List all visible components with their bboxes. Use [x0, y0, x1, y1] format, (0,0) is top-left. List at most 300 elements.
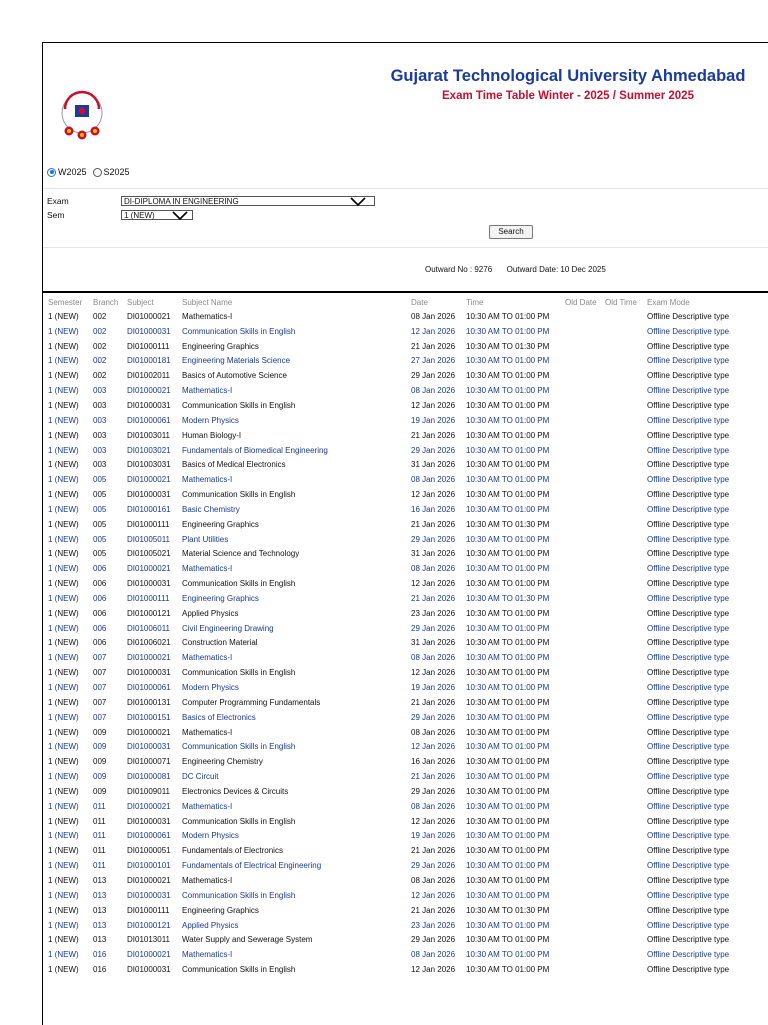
- table-cell-branch: 002: [93, 356, 107, 366]
- table-cell-time: 10:30 AM TO 01:00 PM: [466, 549, 550, 559]
- table-cell-subject-name: Mathematics-I: [182, 950, 233, 960]
- table-row: [48, 784, 737, 799]
- table-cell-old-date: [565, 888, 605, 903]
- table-cell-subject-name: Electronics Devices & Circuits: [182, 786, 289, 796]
- table-cell-exam-mode: Offline Descriptive type: [647, 697, 730, 707]
- table-cell-old-date: [565, 324, 605, 339]
- table-cell-old-time: [605, 532, 647, 547]
- table-cell-time: 10:30 AM TO 01:00 PM: [466, 579, 550, 589]
- table-cell-old-time: [605, 457, 647, 472]
- table-top-border: [43, 291, 768, 293]
- table-cell-semester: 1 (NEW): [48, 772, 79, 782]
- table-cell-old-time: [605, 962, 647, 977]
- table-cell-subject-name: Mathematics-I: [182, 386, 233, 396]
- table-cell-subject: DI01009011: [127, 786, 170, 796]
- table-cell-old-time: [605, 769, 647, 784]
- table-cell-semester: 1 (NEW): [48, 846, 79, 856]
- table-cell-time: 10:30 AM TO 01:00 PM: [466, 311, 550, 321]
- table-cell-semester: 1 (NEW): [48, 727, 79, 737]
- table-cell-time: 10:30 AM TO 01:00 PM: [466, 386, 550, 396]
- table-cell-branch: 003: [93, 386, 107, 396]
- table-cell-exam-mode: Offline Descriptive type: [647, 445, 730, 455]
- table-cell-branch: 007: [93, 683, 107, 693]
- table-cell-old-time: [605, 665, 647, 680]
- table-cell-branch: 013: [93, 920, 107, 930]
- table-cell-old-time: [605, 636, 647, 651]
- table-cell-date: 21 Jan 2026: [411, 430, 456, 440]
- table-cell-subject: DI01000151: [127, 712, 171, 722]
- table-cell-subject: DI01000031: [127, 326, 171, 336]
- table-cell-semester: 1 (NEW): [48, 831, 79, 841]
- radio-w2025[interactable]: [47, 168, 56, 177]
- table-cell-exam-mode: Offline Descriptive type: [647, 683, 730, 693]
- table-cell-exam-mode: Offline Descriptive type: [647, 727, 730, 737]
- table-cell-time: 10:30 AM TO 01:00 PM: [466, 400, 550, 410]
- table-cell-exam-mode: Offline Descriptive type: [647, 950, 730, 960]
- table-cell-date: 12 Jan 2026: [411, 579, 456, 589]
- table-cell-old-date: [565, 502, 605, 517]
- table-cell-semester: 1 (NEW): [48, 757, 79, 767]
- table-cell-branch: 005: [93, 490, 107, 500]
- table-cell-subject: DI01003021: [127, 445, 171, 455]
- table-cell-time: 10:30 AM TO 01:00 PM: [466, 920, 550, 930]
- page-frame: [42, 42, 768, 1025]
- table-cell-old-date: [565, 725, 605, 740]
- table-cell-time: 10:30 AM TO 01:00 PM: [466, 950, 550, 960]
- table-cell-exam-mode: Offline Descriptive type: [647, 549, 730, 559]
- table-cell-subject: DI01000061: [127, 831, 171, 841]
- table-row: [48, 695, 737, 710]
- table-cell-old-date: [565, 769, 605, 784]
- table-cell-semester: 1 (NEW): [48, 475, 79, 485]
- table-cell-exam-mode: Offline Descriptive type: [647, 534, 730, 544]
- table-cell-time: 10:30 AM TO 01:30 PM: [466, 593, 550, 603]
- table-cell-semester: 1 (NEW): [48, 905, 79, 915]
- table-cell-subject: DI01013011: [127, 935, 170, 945]
- page-subtitle: Exam Time Table Winter - 2025 / Summer 2025: [442, 90, 694, 102]
- gtu-logo-icon: [55, 89, 109, 143]
- table-cell-branch: 006: [93, 623, 107, 633]
- table-cell-old-date: [565, 695, 605, 710]
- table-cell-subject: DI01000021: [127, 727, 171, 737]
- table-cell-old-time: [605, 324, 647, 339]
- table-cell-exam-mode: Offline Descriptive type: [647, 371, 730, 381]
- column-header-time: Time: [466, 298, 484, 307]
- table-cell-semester: 1 (NEW): [48, 608, 79, 618]
- table-cell-old-time: [605, 725, 647, 740]
- table-cell-date: 08 Jan 2026: [411, 311, 456, 321]
- table-cell-subject: DI01000031: [127, 890, 171, 900]
- table-cell-branch: 007: [93, 712, 107, 722]
- table-cell-semester: 1 (NEW): [48, 430, 79, 440]
- table-cell-subject-name: Modern Physics: [182, 683, 239, 693]
- sem-select-value: 1 (NEW): [124, 211, 155, 220]
- table-row: [48, 739, 737, 754]
- table-cell-semester: 1 (NEW): [48, 875, 79, 885]
- table-cell-time: 10:30 AM TO 01:00 PM: [466, 772, 550, 782]
- table-cell-semester: 1 (NEW): [48, 801, 79, 811]
- chevron-down-icon: [172, 210, 188, 221]
- table-cell-old-date: [565, 591, 605, 606]
- table-cell-date: 12 Jan 2026: [411, 890, 456, 900]
- table-cell-subject: DI01000111: [127, 341, 170, 351]
- table-cell-time: 10:30 AM TO 01:00 PM: [466, 430, 550, 440]
- table-row: [48, 858, 737, 873]
- sem-label: Sem: [47, 210, 65, 220]
- table-cell-subject-name: Basics of Medical Electronics: [182, 460, 286, 470]
- table-cell-subject: DI01000111: [127, 593, 170, 603]
- table-cell-semester: 1 (NEW): [48, 326, 79, 336]
- table-cell-semester: 1 (NEW): [48, 356, 79, 366]
- table-cell-exam-mode: Offline Descriptive type: [647, 786, 730, 796]
- table-row: [48, 888, 737, 903]
- table-cell-exam-mode: Offline Descriptive type: [647, 400, 730, 410]
- table-cell-time: 10:30 AM TO 01:00 PM: [466, 638, 550, 648]
- table-row: [48, 443, 737, 458]
- table-row: [48, 873, 737, 888]
- table-cell-subject: DI01000021: [127, 801, 171, 811]
- table-cell-branch: 002: [93, 371, 107, 381]
- table-row: [48, 680, 737, 695]
- table-cell-semester: 1 (NEW): [48, 490, 79, 500]
- table-cell-semester: 1 (NEW): [48, 445, 79, 455]
- table-row: [48, 561, 737, 576]
- table-row: [48, 918, 737, 933]
- table-cell-branch: 013: [93, 890, 107, 900]
- table-cell-old-time: [605, 918, 647, 933]
- table-cell-old-time: [605, 502, 647, 517]
- table-cell-time: 10:30 AM TO 01:00 PM: [466, 831, 550, 841]
- table-cell-semester: 1 (NEW): [48, 683, 79, 693]
- table-cell-branch: 002: [93, 326, 107, 336]
- table-cell-subject-name: Engineering Graphics: [182, 341, 259, 351]
- table-cell-old-date: [565, 576, 605, 591]
- table-cell-subject: DI01000111: [127, 519, 170, 529]
- table-cell-time: 10:30 AM TO 01:00 PM: [466, 757, 550, 767]
- table-cell-date: 29 Jan 2026: [411, 534, 456, 544]
- table-row: [48, 487, 737, 502]
- search-button[interactable]: Search: [489, 225, 533, 239]
- table-cell-old-time: [605, 413, 647, 428]
- table-cell-branch: 011: [93, 816, 106, 826]
- table-cell-date: 12 Jan 2026: [411, 965, 456, 975]
- table-cell-old-time: [605, 650, 647, 665]
- table-row: [48, 591, 737, 606]
- table-row: [48, 650, 737, 665]
- table-cell-subject-name: Engineering Chemistry: [182, 757, 263, 767]
- table-cell-exam-mode: Offline Descriptive type: [647, 816, 730, 826]
- table-cell-date: 08 Jan 2026: [411, 653, 456, 663]
- table-cell-exam-mode: Offline Descriptive type: [647, 772, 730, 782]
- table-cell-date: 21 Jan 2026: [411, 697, 456, 707]
- table-cell-subject-name: Material Science and Technology: [182, 549, 300, 559]
- table-cell-old-date: [565, 962, 605, 977]
- table-cell-subject: DI01000031: [127, 579, 171, 589]
- table-row: [48, 621, 737, 636]
- table-cell-date: 29 Jan 2026: [411, 786, 456, 796]
- table-cell-old-time: [605, 591, 647, 606]
- table-cell-old-time: [605, 472, 647, 487]
- table-cell-subject: DI01000021: [127, 386, 171, 396]
- table-cell-old-date: [565, 383, 605, 398]
- table-cell-subject-name: Modern Physics: [182, 415, 239, 425]
- table-row: [48, 428, 737, 443]
- table-cell-semester: 1 (NEW): [48, 668, 79, 678]
- table-cell-exam-mode: Offline Descriptive type: [647, 475, 730, 485]
- table-cell-date: 12 Jan 2026: [411, 400, 456, 410]
- outward-number: Outward No : 9276: [425, 265, 493, 274]
- table-row: [48, 710, 737, 725]
- table-cell-date: 12 Jan 2026: [411, 742, 456, 752]
- table-cell-old-date: [565, 339, 605, 354]
- table-cell-date: 23 Jan 2026: [411, 920, 456, 930]
- table-cell-time: 10:30 AM TO 01:00 PM: [466, 801, 550, 811]
- table-cell-old-time: [605, 368, 647, 383]
- table-cell-subject: DI01000131: [127, 697, 171, 707]
- table-cell-branch: 006: [93, 593, 107, 603]
- table-cell-subject-name: Communication Skills in English: [182, 742, 296, 752]
- table-cell-old-date: [565, 680, 605, 695]
- table-cell-old-time: [605, 739, 647, 754]
- table-cell-subject: DI01000161: [127, 504, 171, 514]
- table-cell-time: 10:30 AM TO 01:00 PM: [466, 356, 550, 366]
- table-cell-semester: 1 (NEW): [48, 920, 79, 930]
- table-cell-subject-name: Communication Skills in English: [182, 816, 296, 826]
- table-cell-exam-mode: Offline Descriptive type: [647, 564, 730, 574]
- table-cell-subject: DI01000101: [127, 861, 171, 871]
- table-cell-branch: 003: [93, 460, 107, 470]
- table-cell-exam-mode: Offline Descriptive type: [647, 846, 730, 856]
- table-cell-exam-mode: Offline Descriptive type: [647, 311, 730, 321]
- table-cell-semester: 1 (NEW): [48, 653, 79, 663]
- table-cell-subject-name: Mathematics-I: [182, 875, 233, 885]
- table-cell-branch: 005: [93, 475, 107, 485]
- table-cell-semester: 1 (NEW): [48, 519, 79, 529]
- table-cell-old-date: [565, 814, 605, 829]
- table-cell-old-time: [605, 547, 647, 562]
- table-row: [48, 398, 737, 413]
- table-cell-exam-mode: Offline Descriptive type: [647, 593, 730, 603]
- table-cell-old-time: [605, 309, 647, 324]
- table-cell-time: 10:30 AM TO 01:00 PM: [466, 608, 550, 618]
- table-row: [48, 606, 737, 621]
- table-cell-subject: DI01000081: [127, 772, 171, 782]
- table-cell-old-date: [565, 398, 605, 413]
- table-cell-date: 12 Jan 2026: [411, 668, 456, 678]
- table-cell-exam-mode: Offline Descriptive type: [647, 712, 730, 722]
- table-cell-subject-name: Civil Engineering Drawing: [182, 623, 274, 633]
- table-cell-semester: 1 (NEW): [48, 386, 79, 396]
- table-cell-subject-name: Mathematics-I: [182, 653, 233, 663]
- table-cell-old-time: [605, 858, 647, 873]
- table-cell-old-date: [565, 636, 605, 651]
- table-cell-branch: 011: [93, 846, 106, 856]
- table-cell-date: 08 Jan 2026: [411, 950, 456, 960]
- table-cell-exam-mode: Offline Descriptive type: [647, 356, 730, 366]
- outward-info: [425, 265, 606, 274]
- table-cell-exam-mode: Offline Descriptive type: [647, 504, 730, 514]
- table-cell-subject-name: Computer Programming Fundamentals: [182, 697, 321, 707]
- table-cell-exam-mode: Offline Descriptive type: [647, 831, 730, 841]
- radio-s2025[interactable]: [93, 168, 102, 177]
- table-cell-branch: 009: [93, 742, 107, 752]
- table-row: [48, 665, 737, 680]
- table-header-row: [48, 296, 737, 309]
- table-cell-semester: 1 (NEW): [48, 564, 79, 574]
- table-cell-time: 10:30 AM TO 01:00 PM: [466, 445, 550, 455]
- table-cell-semester: 1 (NEW): [48, 549, 79, 559]
- table-cell-subject-name: Fundamentals of Electrical Engineering: [182, 861, 322, 871]
- table-cell-subject: DI01000021: [127, 311, 171, 321]
- table-cell-old-date: [565, 799, 605, 814]
- column-header-subject-name: Subject Name: [182, 298, 233, 307]
- table-cell-subject-name: Water Supply and Sewerage System: [182, 935, 313, 945]
- table-row: [48, 413, 737, 428]
- table-cell-subject: DI01000121: [127, 608, 171, 618]
- table-cell-exam-mode: Offline Descriptive type: [647, 653, 730, 663]
- table-row: [48, 947, 737, 962]
- table-cell-subject-name: Basics of Electronics: [182, 712, 256, 722]
- table-cell-time: 10:30 AM TO 01:30 PM: [466, 519, 550, 529]
- table-cell-exam-mode: Offline Descriptive type: [647, 757, 730, 767]
- sem-select[interactable]: [121, 210, 193, 220]
- table-cell-old-time: [605, 398, 647, 413]
- table-cell-date: 08 Jan 2026: [411, 727, 456, 737]
- table-cell-time: 10:30 AM TO 01:00 PM: [466, 653, 550, 663]
- radio-w2025-label: W2025: [58, 167, 87, 177]
- table-cell-semester: 1 (NEW): [48, 712, 79, 722]
- table-cell-date: 21 Jan 2026: [411, 772, 456, 782]
- table-cell-old-date: [565, 532, 605, 547]
- table-cell-subject-name: Mathematics-I: [182, 564, 233, 574]
- table-cell-date: 27 Jan 2026: [411, 356, 456, 366]
- table-cell-branch: 009: [93, 786, 107, 796]
- table-cell-branch: 002: [93, 311, 107, 321]
- table-cell-old-date: [565, 368, 605, 383]
- table-cell-subject: DI01000021: [127, 653, 171, 663]
- table-cell-date: 19 Jan 2026: [411, 831, 456, 841]
- table-cell-date: 29 Jan 2026: [411, 445, 456, 455]
- table-cell-exam-mode: Offline Descriptive type: [647, 386, 730, 396]
- table-cell-old-date: [565, 428, 605, 443]
- table-cell-date: 21 Jan 2026: [411, 593, 456, 603]
- table-cell-subject: DI01000071: [127, 757, 171, 767]
- table-cell-subject-name: Communication Skills in English: [182, 326, 296, 336]
- table-cell-branch: 016: [93, 950, 107, 960]
- table-cell-branch: 006: [93, 564, 107, 574]
- column-header-date: Date: [411, 298, 428, 307]
- table-cell-branch: 003: [93, 400, 107, 410]
- table-row: [48, 962, 737, 977]
- table-cell-old-date: [565, 932, 605, 947]
- table-cell-exam-mode: Offline Descriptive type: [647, 623, 730, 633]
- table-cell-subject-name: Communication Skills in English: [182, 668, 296, 678]
- table-cell-date: 08 Jan 2026: [411, 475, 456, 485]
- table-row: [48, 843, 737, 858]
- table-cell-subject: DI01000031: [127, 400, 171, 410]
- table-cell-old-time: [605, 888, 647, 903]
- table-cell-branch: 016: [93, 965, 107, 975]
- table-cell-time: 10:30 AM TO 01:00 PM: [466, 460, 550, 470]
- table-cell-date: 29 Jan 2026: [411, 371, 456, 381]
- table-cell-old-time: [605, 428, 647, 443]
- table-cell-branch: 009: [93, 757, 107, 767]
- table-cell-old-time: [605, 829, 647, 844]
- table-cell-old-date: [565, 561, 605, 576]
- table-cell-old-date: [565, 843, 605, 858]
- table-cell-branch: 006: [93, 608, 107, 618]
- table-cell-old-time: [605, 814, 647, 829]
- table-cell-semester: 1 (NEW): [48, 415, 79, 425]
- table-cell-semester: 1 (NEW): [48, 697, 79, 707]
- table-cell-subject: DI01000021: [127, 875, 171, 885]
- table-cell-subject-name: Construction Material: [182, 638, 258, 648]
- table-cell-branch: 002: [93, 341, 107, 351]
- table-cell-subject-name: DC Circuit: [182, 772, 219, 782]
- table-cell-old-date: [565, 784, 605, 799]
- table-cell-date: 08 Jan 2026: [411, 564, 456, 574]
- table-cell-exam-mode: Offline Descriptive type: [647, 430, 730, 440]
- table-cell-subject: DI01005011: [127, 534, 170, 544]
- column-header-subject: Subject: [127, 298, 154, 307]
- table-cell-exam-mode: Offline Descriptive type: [647, 861, 730, 871]
- table-cell-time: 10:30 AM TO 01:00 PM: [466, 697, 550, 707]
- table-cell-subject: DI01000021: [127, 564, 171, 574]
- table-cell-subject: DI01000111: [127, 905, 170, 915]
- table-cell-date: 12 Jan 2026: [411, 816, 456, 826]
- table-cell-exam-mode: Offline Descriptive type: [647, 668, 730, 678]
- table-cell-old-time: [605, 443, 647, 458]
- table-cell-old-date: [565, 472, 605, 487]
- table-cell-exam-mode: Offline Descriptive type: [647, 905, 730, 915]
- table-cell-old-date: [565, 443, 605, 458]
- divider: [43, 247, 768, 248]
- table-cell-subject-name: Engineering Materials Science: [182, 356, 291, 366]
- table-cell-time: 10:30 AM TO 01:00 PM: [466, 490, 550, 500]
- table-cell-time: 10:30 AM TO 01:00 PM: [466, 326, 550, 336]
- table-cell-branch: 013: [93, 935, 107, 945]
- table-cell-subject: DI01003031: [127, 460, 171, 470]
- table-row: [48, 339, 737, 354]
- exam-select[interactable]: [121, 196, 375, 206]
- table-cell-subject: DI01000021: [127, 950, 171, 960]
- table-cell-semester: 1 (NEW): [48, 816, 79, 826]
- table-cell-semester: 1 (NEW): [48, 593, 79, 603]
- table-cell-old-date: [565, 621, 605, 636]
- table-cell-date: 29 Jan 2026: [411, 935, 456, 945]
- table-cell-old-time: [605, 873, 647, 888]
- table-cell-date: 21 Jan 2026: [411, 846, 456, 856]
- table-cell-date: 23 Jan 2026: [411, 608, 456, 618]
- table-cell-time: 10:30 AM TO 01:00 PM: [466, 371, 550, 381]
- table-cell-branch: 011: [93, 801, 106, 811]
- table-cell-semester: 1 (NEW): [48, 534, 79, 544]
- table-cell-old-time: [605, 383, 647, 398]
- radio-s2025-label: S2025: [103, 167, 130, 177]
- table-cell-old-date: [565, 739, 605, 754]
- table-cell-date: 21 Jan 2026: [411, 905, 456, 915]
- table-cell-exam-mode: Offline Descriptive type: [647, 742, 730, 752]
- table-row: [48, 903, 737, 918]
- table-cell-exam-mode: Offline Descriptive type: [647, 415, 730, 425]
- table-cell-time: 10:30 AM TO 01:00 PM: [466, 683, 550, 693]
- table-cell-subject-name: Fundamentals of Biomedical Engineering: [182, 445, 328, 455]
- table-cell-date: 08 Jan 2026: [411, 386, 456, 396]
- table-cell-exam-mode: Offline Descriptive type: [647, 935, 730, 945]
- table-cell-date: 31 Jan 2026: [411, 638, 456, 648]
- table-cell-branch: 009: [93, 727, 107, 737]
- column-header-exam-mode: Exam Mode: [647, 298, 690, 307]
